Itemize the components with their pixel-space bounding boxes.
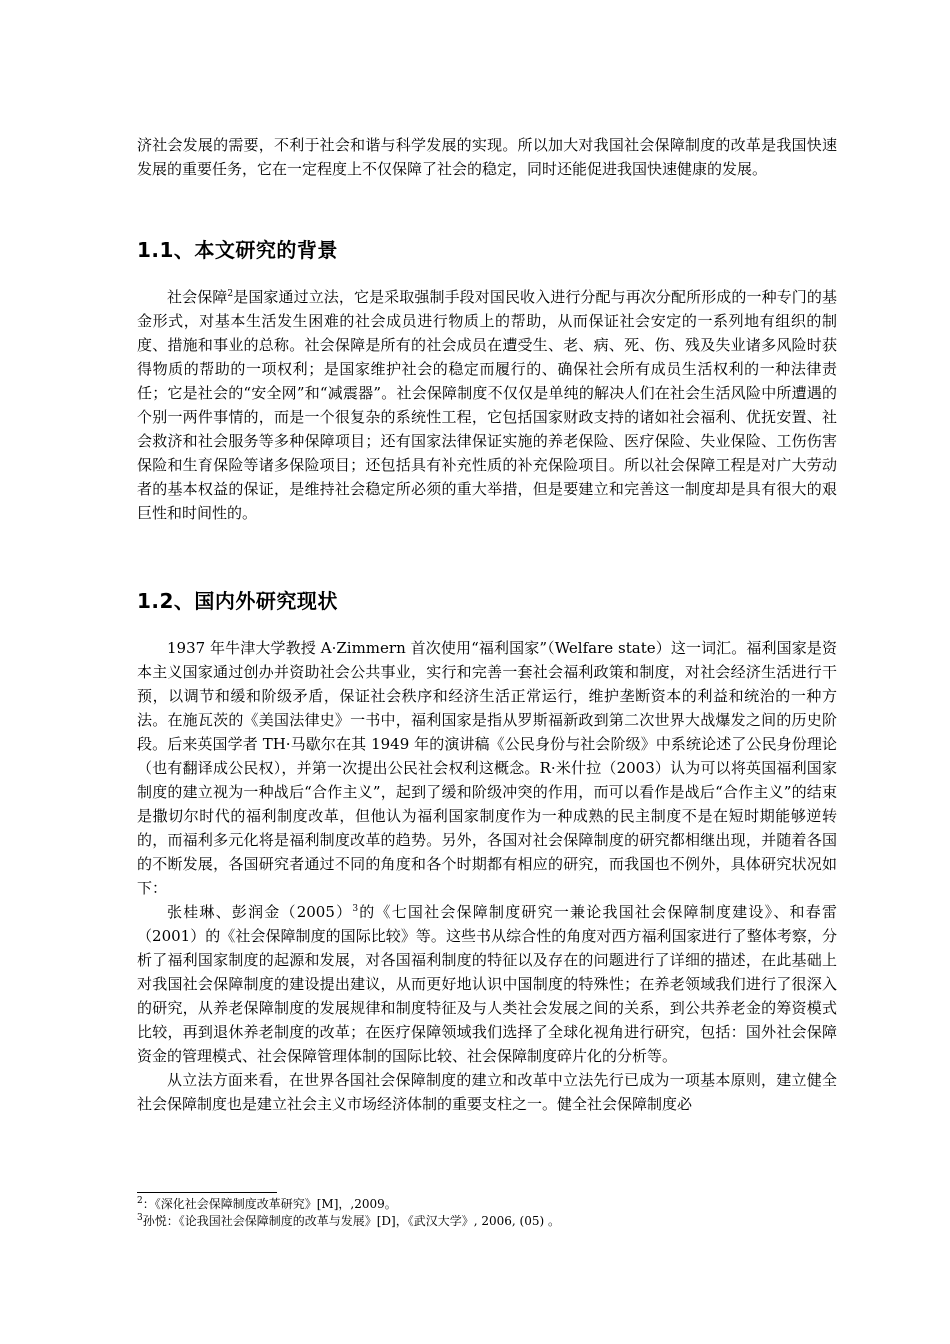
footnote-mark: 2 (137, 1196, 143, 1206)
section-1-body (137, 285, 837, 525)
footnote-ref-2[interactable]: 2 (227, 289, 234, 299)
section-2-paragraph-3: 从立法方面来看，在世界各国社会保障制度的建立和改革中立法先行已成为一项基本原则，建立健全社会保障制度也是建立社会主义市场经济体制的重要支柱之一。健全社会保障制度必 (137, 1071, 837, 1113)
section-1-paragraph (137, 285, 837, 525)
footnote-text: ：《深化社会保障制度改革研究》[M]，,2009。 (142, 1197, 397, 1211)
footnote-text: 孙悦：《论我国社会保障制度的改革与发展》[D]，《武汉大学》, 2006, (05) 。 (142, 1214, 560, 1228)
footnote-separator (137, 1192, 277, 1193)
footnotes (137, 1196, 837, 1230)
paragraph-text: 的《七国社会保障制度研究一兼论我国社会保障制度建设》、和春雷（2001）的《社会保障制度的国际比较》等。这些书从综合性的角度对西方福利国家进行了整体考察，分析了福利国家制度的起源和发展，对各国福利制度的特征以及存在的问题进行了详细的描述，在此基础上对我国社会保障制度的建设提出建议，从而更好地认识中国制度的特殊性；在养老领域我们进行了很深入的研究，从养老保障制度的发展规律和制度特征及与人类社会发展之间的关系，到公共养老金的筹资模式比较，再到退休养老制度的改革；在医疗保障领域我们选择了全球化视角进行研究，包括：国外社会保障资金的管理模式、社会保障管理体制的国际比较、社会保障制度碎片化的分析等。 (137, 903, 837, 1065)
footnote-2 (137, 1196, 837, 1213)
footnote-ref-3[interactable]: 3 (352, 904, 359, 914)
footnote-mark: 3 (137, 1213, 143, 1223)
section-2-paragraph-1: 1937 年牛津大学教授 A·Zimmern 首次使用“福利国家”（Welfare state）这一词汇。福利国家是资本主义国家通过创办并资助社会公共事业，实行和完善一套社会福利政策和制度，对社会经济生活进行干预，以调节和缓和阶级矛盾，保证社会秩序和经济生活正常运行，维护垄断资本的利益和统治的一种方法。在施瓦茨的《美国法律史》一书中，福利国家是指从罗斯福新政到第二次世界大战爆发之间的历史阶段。后来英国学者 TH·马歇尔在其 1949 年的演讲稿《公民身份与社会阶级》中系统论述了公民身份理论（也有翻译成公民权），并第一次提出公民社会权利这概念。R·米什拉（2003）认为可以将英国福利国家制度的建立视为一种战后“合作主义”，起到了缓和阶级冲突的作用，而可以看作是战后“合作主义”的结束是撒切尔时代的福利制度改革，但他认为福利国家制度作为一种成熟的民主制度不是在短时期能够逆转的，而福利多元化将是福利制度改革的趋势。另外，各国对社会保障制度的研究都相继出现，并随着各国的不断发展，各国研究者通过不同的角度和各个时期都有相应的研究，而我国也不例外，具体研究状况如下： (137, 639, 837, 897)
paragraph-text: 张桂琳、彭润金（2005） (167, 903, 353, 921)
intro-text: 济社会发展的需要，不利于社会和谐与科学发展的实现。所以加大对我国社会保障制度的改革是我国快速发展的重要任务，它在一定程度上不仅保障了社会的稳定，同时还能促进我国快速健康的发展。 (137, 136, 837, 178)
paragraph-text: 社会保障 (167, 288, 228, 306)
intro-paragraph (137, 133, 837, 181)
paragraph-text: 是国家通过立法，它是采取强制手段对国民收入进行分配与再次分配所形成的一种专门的基金形式，对基本生活发生困难的社会成员进行物质上的帮助，从而保证社会安定的一系列地有组织的制度、措施和事业的总称。社会保障是所有的社会成员在遭受生、老、病、死、伤、残及失业诸多风险时获得物质的帮助的一项权利；是国家维护社会的稳定而履行的、确保社会所有成员生活权利的一种法律责任；它是社会的“安全网”和“减震器”。社会保障制度不仅仅是单纯的解决人们在社会生活风险中所遭遇的个别一两件事情的，而是一个很复杂的系统性工程，它包括国家财政支持的诸如社会福利、优抚安置、社会救济和社会服务等多种保障项目；还有国家法律保证实施的养老保险、医疗保险、失业保险、工伤伤害保险和生育保险等诸多保险项目；还包括具有补充性质的补充保险项目。所以社会保障工程是对广大劳动者的基本权益的保证，是维持社会稳定所必须的重大举措，但是要建立和完善这一制度却是具有很大的艰巨性和时间性的。 (137, 288, 837, 522)
footnote-3 (137, 1213, 837, 1230)
section-2-body (137, 636, 837, 1116)
section-2-heading: 1.2、国内外研究现状 (137, 589, 338, 613)
section-1-heading: 1.1、本文研究的背景 (137, 238, 338, 262)
section-2-paragraph-2 (137, 900, 837, 1068)
